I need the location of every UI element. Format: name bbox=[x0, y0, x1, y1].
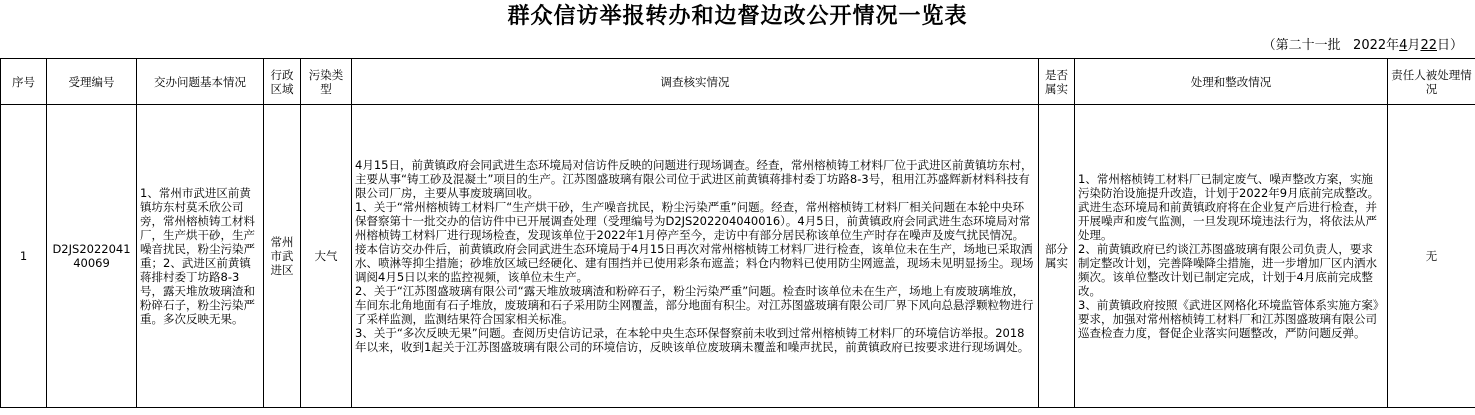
header-cell-pollution-type[interactable]: 污染类型 bbox=[301, 59, 352, 105]
handling-paragraph: 1、常州榕桢铸工材料厂已制定废气、噪声整改方案，实施污染防治设施提升改造，计划于2022年9月底前完成整改。武进生态环境局和前黄镇政府将在企业复产后进行检查，并开展噪声和废气监测，一旦发现环境违法行为，将依法从严处理。 bbox=[1078, 172, 1380, 242]
investigation-paragraph: 2、关于“江苏图盛玻璃有限公司“露天堆放玻璃渣和粉碎石子，粉尘污染严重”问题。检查时该单位未在生产，场地上有废玻璃堆放，车间东北角地面有石子堆放，废玻璃和石子采用防尘网覆盖，部分地面有积尘。对江苏图盛玻璃有限公司厂界下风向总悬浮颗粒物进行了采样监测，监测结果符合国家相关标准。 bbox=[355, 284, 1034, 326]
batch-date-label bbox=[1263, 36, 1463, 56]
cell-handling[interactable] bbox=[1075, 105, 1388, 408]
handling-paragraph: 2、前黄镇政府已约谈江苏图盛玻璃有限公司负责人，要求制定整改计划，完善降噪降尘措施，进一步增加厂区内洒水频次。该单位整改计划已制定完成，计划于4月底前完成整改。 bbox=[1078, 242, 1377, 298]
handling-paragraph: 3、前黄镇政府按照《武进区网格化环境监管体系实施方案》要求，加强对常州榕桢铸工材料厂和江苏图盛玻璃有限公司巡查检查力度，督促企业落实问题整改，严防问题反弹。 bbox=[1078, 298, 1379, 340]
header-cell-is-true[interactable]: 是否属实 bbox=[1039, 59, 1075, 105]
header-cell-case-no[interactable]: 受理编号 bbox=[47, 59, 137, 105]
complaint-table bbox=[0, 58, 1475, 408]
cell-case-no[interactable]: D2JS202204140069 bbox=[47, 105, 137, 408]
cell-responsible[interactable]: 无 bbox=[1388, 105, 1475, 408]
cell-issue[interactable]: 1、常州市武进区前黄镇坊东村莫禾欣公司旁，常州榕桢铸工材料厂，生产烘干砂，生产噪音扰民，粉尘污染严重；2、武进区前黄镇蒋排村委丁坊路8-3号，露天堆放玻璃渣和粉碎石子，粉尘污染严重。多次反映无果。 bbox=[137, 105, 264, 408]
header-cell-issue[interactable]: 交办问题基本情况 bbox=[137, 59, 264, 105]
investigation-paragraph: 1、关于“常州榕桢铸工材料厂“生产烘干砂，生产噪音扰民，粉尘污染严重”问题。经查，常州榕桢铸工材料厂相关问题在本轮中央环保督察第十一批交办的信访件中已开展调查处理（受理编号为D2JS202204040016）。4月5日，前黄镇政府会同武进生态环境局对常州榕桢铸工材料厂进行现场检查，发现该单位于2022年1月停产至今，走访中有部分居民称该单位生产时存在噪声及废气扰民情况。 bbox=[355, 200, 1031, 242]
batch-year: 2022年 bbox=[1353, 38, 1400, 53]
header-cell-region[interactable]: 行政区域 bbox=[264, 59, 301, 105]
header-cell-responsible[interactable]: 责任人被处理情况 bbox=[1388, 59, 1475, 105]
batch-day-suffix: 日） bbox=[1436, 38, 1463, 53]
header-cell-handling[interactable]: 处理和整改情况 bbox=[1075, 59, 1388, 105]
investigation-paragraph: 接本信访交办件后，前黄镇政府会同武进生态环境局于4月15日再次对常州榕桢铸工材料厂进行检查，该单位未在生产，场地已采取洒水、喷淋等抑尘措施；砂堆放区域已经硬化、建有围挡并已使用彩条布遮盖；料仓内物料已使用防尘网遮盖，现场未见明显扬尘。现场调阅4月5日以来的监控视频，该单位未生产。 bbox=[355, 242, 1034, 284]
cell-region[interactable]: 常州市武进区 bbox=[264, 105, 301, 408]
header-cell-investigation[interactable]: 调查核实情况 bbox=[352, 59, 1039, 105]
cell-investigation[interactable] bbox=[352, 105, 1039, 408]
header-cell-index[interactable]: 序号 bbox=[1, 59, 47, 105]
header-row bbox=[1, 59, 1475, 105]
cell-pollution-type[interactable]: 大气 bbox=[301, 105, 352, 408]
cell-is-true[interactable]: 部分属实 bbox=[1039, 105, 1075, 408]
batch-day: 22 bbox=[1420, 38, 1437, 53]
batch-prefix: （第二十一批 bbox=[1262, 38, 1341, 53]
batch-month-suffix: 月 bbox=[1407, 38, 1421, 53]
investigation-paragraph: 3、关于“多次反映无果”问题。查阅历史信访记录，在本轮中央生态环保督察前未收到过常州榕桢铸工材料厂的环境信访举报。2018年以来，收到1起关于江苏图盛玻璃有限公司的环境信访，反映该单位废玻璃未覆盖和噪声扰民，前黄镇政府已按要求进行现场调处。 bbox=[355, 326, 1030, 354]
page-title: 群众信访举报转办和边督边改公开情况一览表 bbox=[507, 4, 968, 29]
table-row bbox=[1, 105, 1475, 408]
cell-index[interactable]: 1 bbox=[1, 105, 47, 408]
batch-month: 4 bbox=[1399, 38, 1408, 53]
investigation-paragraph: 4月15日，前黄镇政府会同武进生态环境局对信访件反映的问题进行现场调查。经查，常州榕桢铸工材料厂位于武进区前黄镇坊东村，主要从事“铸工砂及混凝土”项目的生产。江苏图盛玻璃有限公司位于武进区前黄镇蒋排村委丁坊路8-3号，租用江苏盛辉新材料科技有限公司厂房，主要从事废玻璃回收。 bbox=[355, 158, 1033, 200]
